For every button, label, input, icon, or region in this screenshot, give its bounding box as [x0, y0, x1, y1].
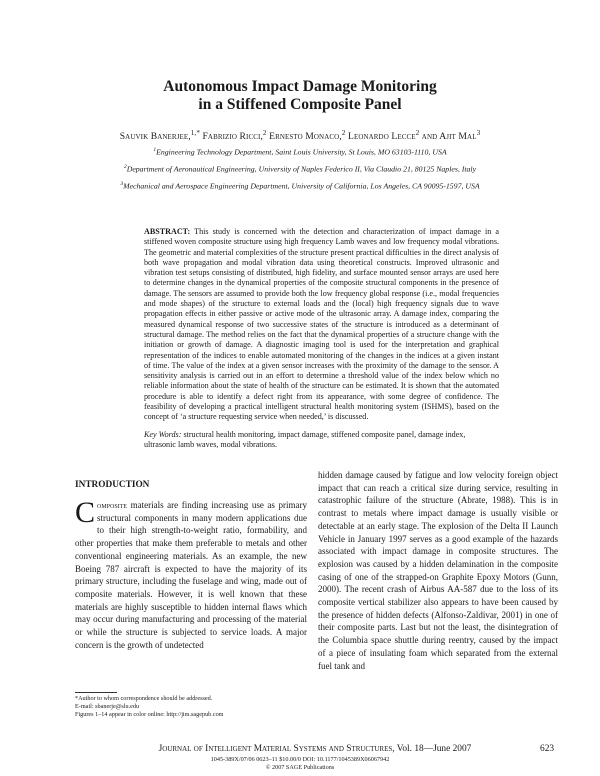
author-sup: 1,*: [190, 129, 200, 137]
affiliation-number: 2: [123, 164, 127, 170]
footnote-rule: [75, 692, 117, 693]
copyright-line: © 2007 SAGE Publications: [265, 764, 335, 771]
body-column-right: [318, 469, 558, 672]
body-column-left: [75, 496, 307, 651]
author-sup: 2: [262, 129, 267, 137]
affiliation-text: Mechanical and Aerospace Engineering Department, University of California, Los Angeles, CA 90095-1597, USA: [123, 181, 480, 191]
author-sup: 2: [341, 129, 346, 137]
abstract: [144, 227, 499, 423]
footnotes: [75, 695, 315, 719]
first-word: omposite: [97, 500, 128, 510]
title-line-2: in a Stiffened Composite Panel: [198, 96, 402, 113]
affiliation-text: Department of Aeronautical Engineering, University of Naples Federico II, Via Claudio 21, 80125 Naples, Italy: [126, 164, 477, 174]
author-name: Sauvik Banerjee,: [119, 130, 191, 142]
paper-title: [60, 78, 540, 114]
page-number: 623: [540, 744, 555, 754]
author-sup: 2: [415, 129, 420, 137]
journal-name: Journal of Intelligent Material Systems and Structures,: [158, 744, 395, 754]
affiliation-text: Engineering Technology Department, Saint Louis University, St Louis, MO 63103-1110, USA: [156, 147, 447, 157]
author-sup: 3: [476, 129, 481, 137]
author-name: and Ajit Mal: [419, 130, 477, 142]
keywords: [144, 430, 499, 451]
affiliation-3: [20, 181, 580, 191]
affiliation-1: [20, 147, 580, 157]
affiliation-2: [20, 164, 580, 174]
author-name: Fabrizio Ricci,: [200, 130, 263, 142]
drop-cap: C: [75, 496, 96, 529]
author-list: [20, 129, 580, 142]
keywords-text: structural health monitoring, impact damage, stiffened composite panel, damage index, ultrasonic lamb waves, modal vibrations.: [144, 430, 466, 450]
author-name: Ernesto Monaco,: [266, 130, 342, 142]
body-text-right: hidden damage caused by fatigue and low velocity foreign object impact that can reach a critical size during service, resulting in catastrophic failure of the structure (Abrate, 1988). This is in contrast to metals where impact damage is usually visible or detectable at an early stage. The explosion of the Delta II Launch Vehicle in January 1997 serves as a good example of the hazards associated with impact damage in composite structures. The explosion was caused by a hidden delamination in the composite casing of one of the strapped-on Graphite Epoxy Motors (Gunn, 2000). The recent crash of Airbus AA-587 due to the loss of its composite vertical stabilizer also appears to have been caused by the presence of hidden defects (Alfonso-Zaldivar, 2001) in one of their composite parts. Last but not the least, the disintegration of the Columbia space shuttle during reentry, caused by the impact of a piece of insulating foam which separated from the external fuel tank and: [318, 470, 558, 671]
journal-citation: [145, 744, 485, 754]
doi-line: 1045-389X/07/06 0623–11 $10.00/0 DOI: 10.1177/1045389X06067942: [210, 756, 390, 763]
footnote-line: Figures 1–14 appear in color online: http://jim.sagepub.com: [75, 711, 224, 718]
title-line-1: Autonomous Impact Damage Monitoring: [163, 78, 437, 95]
abstract-label: ABSTRACT:: [144, 227, 191, 236]
body-text-left: materials are finding increasing use as primary structural components in many modern applications due to their high strength-to-weight ratio, formability, and other properties that make them preferable to metals and other conventional engineering materials. As an example, the new Boeing 787 aircraft is expected to have the majority of its primary structure, including the fuselage and wing, made out of composite materials. However, it is well known that these materials are highly susceptible to hidden internal flaws which may occur during manufacturing and processing of the material or while the structure is subjected to service loads. A major concern is the growth of undetected: [75, 500, 307, 650]
section-heading-introduction: INTRODUCTION: [75, 480, 150, 490]
footnote-line: *Author to whom correspondence should be addressed.: [75, 695, 213, 702]
keywords-label: Key Words:: [144, 430, 182, 439]
abstract-text: This study is concerned with the detection and characterization of impact damage in a stiffened woven composite structure using high frequency Lamb waves and low frequency modal vibrations. The geometric and material complexities of the structure present practical difficulties in the direct analysis of both wave propagation and modal vibration data using theoretical constructs. Improved ultrasonic and vibration test setups consisting of distributed, high fidelity, and surface mounted sensor arrays are used here to determine changes in the dynamical properties of the composite structural components in the presence of damage. The sensors are assumed to provide both the low frequency global response (i.e., modal frequencies and mode shapes) of the structure to external loads and the (local) high frequency signals due to wave propagation effects in either passive or active mode of the ultrasonic array. A damage index, comparing the measured dynamical response of two successive states of the structure is introduced as a determinant of structural damage. The method relies on the fact that the dynamical properties of a structure change with the initiation or growth of damage. A diagnostic imaging tool is used for the interpretation and graphical representation of the indices to enable automated monitoring of the changes in the indices at a given instant of time. The value of the index at a given sensor increases with the proximity of the damage to the sensor. A sensitivity analysis is carried out in an effort to determine a threshold value of the index below which no reliable information about the state of health of the structure can be estimated. It is shown that the automated procedure is able to identify a defect right from its appearance, with some degree of confidence. The feasibility of developing a practical intelligent structural health monitoring system (ISHMS), based on the concept of ‘a structure requesting service when needed,’ is discussed.: [144, 227, 499, 422]
author-name: Leonardo Lecce: [345, 130, 416, 142]
affiliation-number: 1: [153, 147, 157, 153]
journal-volume: Vol. 18—June 2007: [394, 744, 472, 754]
footnote-line: E-mail: sbanerje@slu.edu: [75, 703, 140, 710]
publication-info: [150, 756, 450, 772]
affiliation-number: 3: [120, 181, 124, 187]
